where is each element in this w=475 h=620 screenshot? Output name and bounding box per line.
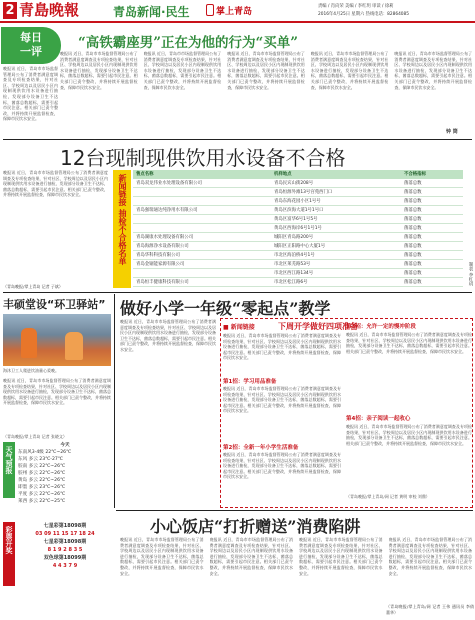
- story2-headline: 丰硕堂设“环卫驿站”: [3, 298, 106, 311]
- divider: [3, 139, 472, 140]
- editorial-author: 钟 筒: [446, 129, 458, 135]
- col-head-item: 不合格指标: [404, 172, 426, 177]
- table-row: [133, 269, 463, 278]
- link-body: 晚报讯 近日，青岛市市场监督管理局公布了消费者满意度调查及专项检查结果，针对社区、学校周边以及居民小区内现制现供饮用水设备进行抽检，发现部分设备卫生不达标，菌落总数超标，需要引起市民注意。相关部门已责令整改，并将持续开展监督检查，保障市民饮水安全。: [223, 333, 341, 361]
- cell-company: 青岛金锢能家源有限公司: [136, 262, 185, 267]
- weather-row: 即墨 多云 23℃~26℃: [18, 485, 66, 490]
- cell-company: 青岛海源净水设备有限公司: [136, 244, 189, 249]
- app-logo: [206, 3, 266, 17]
- cell-item: 菌落总数: [404, 208, 422, 213]
- cell-company: [133, 215, 271, 223]
- table-row: [133, 251, 463, 260]
- link-title: 下周开学做好四项准备: [278, 322, 358, 331]
- story2-body: 晚报讯 近日，青岛市市场监督管理局公布了消费者满意度调查及专项检查结果，针对社区、学校周边以及居民小区内现制现供饮用水设备进行抽检，发现部分设备卫生不达标，菌落总数超标，需要引起市民注意。相关部门已责令整改，并将持续开展监督检查，保障市民饮水安全。: [3, 378, 111, 406]
- editorial-col: 晚报讯 近日，青岛市市场监督管理局公布了消费者满意度调查及专项检查结果，针对社区、学校周边以及居民小区内现制现供饮用水设备进行抽检，发现部分设备卫生不达标，菌落总数超标，需要引起市民注意。相关部门已责令整改，并将持续开展监督检查，保障市民饮水安全。: [227, 51, 305, 90]
- table-row: [133, 206, 463, 215]
- story4-headline: 小心饭店“打折赠送”消费陷阱: [150, 517, 361, 536]
- col-head-name: 售点名称: [136, 172, 154, 177]
- cell-location: 青岛民宾山街208号: [274, 181, 314, 186]
- weather-label: 天气预报: [5, 446, 13, 474]
- table-side-note: 制表 李红玥: [468, 262, 473, 286]
- cell-location: 城阳区正阳路中心大厦1号: [274, 244, 326, 249]
- weather-sidebar: [3, 442, 15, 498]
- col-head-location: 机样地点: [274, 172, 292, 177]
- cell-item: 菌落总数: [404, 181, 422, 186]
- story1-body: 晚报讯 近日，青岛市市场监督管理局公布了消费者满意度调查及专项检查结果，针对社区、学校周边以及居民小区内现制现供饮用水设备进行抽检，发现部分设备卫生不达标，菌落总数超标，需要引起市民注意。相关部门已责令整改，并将持续开展监督检查，保障市民饮水安全。: [3, 170, 108, 198]
- editorial-col: 晚报讯 近日，青岛市市场监督管理局公布了消费者满意度调查及专项检查结果，针对社区、学校周边以及居民小区内现制现供饮用水设备进行抽检，发现部分设备卫生不达标，菌落总数超标，需要引起市民注意。相关部门已责令整改，并将持续开展监督检查，保障市民饮水安全。: [394, 51, 472, 90]
- cell-company: [133, 188, 271, 196]
- cell-location: 青岛东海花园小区1号号: [274, 199, 321, 204]
- section-title: 青岛新闻·民生: [113, 5, 190, 19]
- cell-company: 青岛恒丰健康科技有限公司: [136, 280, 189, 285]
- cell-item: 菌落总数: [404, 271, 422, 276]
- worker-figure: [65, 332, 83, 360]
- cell-item: 菌落总数: [404, 190, 422, 195]
- link-tab: [113, 170, 131, 288]
- page-number: 2: [3, 2, 17, 19]
- table-header: [133, 170, 463, 179]
- subhead: 第4招：亲子阅读一起收心: [346, 416, 411, 422]
- lottery-numbers: 4 4 3 7 9: [52, 563, 78, 569]
- story3-headline: 做好小学一年级“零起点”教学: [120, 299, 331, 318]
- link-tab-text: 新闻链接 抽检不合格名单: [118, 174, 127, 265]
- cell-item: 菌落总数: [404, 226, 422, 231]
- weather-row: 平度 多云 22℃~26℃: [18, 492, 66, 497]
- link-body: 晚报讯 近日，青岛市市场监督管理局公布了消费者满意度调查及专项检查结果，针对社区、学校周边以及居民小区内现制现供饮用水设备进行抽检，发现部分设备卫生不达标，菌落总数超标，需要引起市民注意。相关部门已责令整改，并将持续开展监督检查，保障市民饮水安全。: [346, 424, 472, 446]
- lottery-line: 双色球第18099期: [43, 555, 87, 561]
- lottery-box: [18, 522, 112, 598]
- divider: [3, 292, 472, 293]
- story3-credit: （青岛晚报/掌上青岛/网 记者 黄明 审校 刘鼎）: [346, 494, 430, 499]
- edit-credits: 责编 / 肖向荣 美编 / 李红玥 审读 / 徐莉: [318, 4, 394, 9]
- story2-credit: （青岛晚报/掌上青岛 记者 张晓文）: [3, 434, 67, 439]
- table-row: [133, 188, 463, 197]
- cell-location: 市北区海泊桥4号1号: [274, 253, 315, 258]
- cell-location: 市北区西江路134号: [274, 271, 314, 276]
- lottery-label: 彩票开奖: [5, 526, 13, 554]
- table-row: [133, 260, 463, 269]
- unqualified-table: [133, 170, 463, 288]
- cell-item: 菌落总数: [404, 280, 422, 285]
- link-box-border: [220, 318, 473, 508]
- date-line: 2016年4月25日 星期六 热线电话：82864085: [318, 12, 410, 17]
- lottery-numbers: 03 09 11 15 17 18 24: [35, 531, 95, 537]
- story4-columns: [120, 537, 472, 613]
- cell-item: 菌落总数: [404, 235, 422, 240]
- cell-company: 青岛湖康水处理设备有限公司: [136, 235, 194, 240]
- editorial-left-col: 晚报讯 近日，青岛市市场监督管理局公布了消费者满意度调查及专项检查结果，针对社区、学校周边以及居民小区内现制现供饮用水设备进行抽检，发现部分设备卫生不达标，菌落总数超标，需要引起市民注意。相关部门已责令整改，并将持续开展监督检查，保障市民饮水安全。: [3, 66, 58, 122]
- cell-company: [133, 224, 271, 232]
- link-label: ■ 新闻链接: [223, 324, 255, 331]
- cell-location: 市北区松江路6号: [274, 280, 308, 285]
- subhead: 第3招：允许一定的慢冲阶段: [346, 324, 416, 330]
- story4-col: 晚报讯 近日，青岛市市场监督管理局公布了消费者满意度调查及专项检查结果，针对社区、学校周边以及居民小区内现制现供饮用水设备进行抽检，发现部分设备卫生不达标，菌落总数超标，需要引起市民注意。相关部门已责令整改，并将持续开展监督检查，保障市民饮水安全。: [209, 537, 293, 576]
- cell-company: 青岛强瑞通达纯净用水有限公司: [136, 208, 198, 213]
- editorial-col: 晚报讯 近日，青岛市市场监督管理局公布了消费者满意度调查及专项检查结果，针对社区、学校周边以及居民小区内现制现供饮用水设备进行抽检，发现部分设备卫生不达标，菌落总数超标，需要引起市民注意。相关部门已责令整改，并将持续开展监督检查，保障市民饮水安全。: [143, 51, 222, 90]
- phone-icon: [206, 4, 214, 16]
- weather-row: 黄岛 多云 22℃~26℃: [18, 478, 66, 483]
- paper-name: 青島晚報: [19, 1, 80, 19]
- cell-location: 黄岛区滨海大道1号1号口: [274, 208, 324, 213]
- story3-body: 晚报讯 近日，青岛市市场监督管理局公布了消费者满意度调查及专项检查结果，针对社区、学校周边以及居民小区内现制现供饮用水设备进行抽检，发现部分设备卫生不达标，菌落总数超标，需要引起市民注意。相关部门已责令整改，并将持续开展监督检查，保障市民饮水安全。: [120, 319, 216, 352]
- table-row: [133, 179, 463, 188]
- editorial-tag: [1, 27, 61, 64]
- story4-col: 晚报讯 近日，青岛市市场监督管理局公布了消费者满意度调查及专项检查结果，针对社区、学校周边以及居民小区内现制现供饮用水设备进行抽检，发现部分设备卫生不达标，菌落总数超标，需要引起市民注意。相关部门已责令整改，并将持续开展监督检查，保障市民饮水安全。: [388, 537, 472, 576]
- divider: [116, 510, 473, 511]
- today-label: 今天: [60, 443, 70, 448]
- story4-col: 晚报讯 近日，青岛市市场监督管理局公布了消费者满意度调查及专项检查结果，针对社区、学校周边以及居民小区内现制现供饮用水设备进行抽检，发现部分设备卫生不达标，菌落总数超标，需要引起市民注意。相关部门已责令整改，并将持续开展监督检查，保障市民饮水安全。: [299, 537, 383, 576]
- worker-figure: [21, 328, 37, 358]
- cell-item: 菌落总数: [404, 217, 422, 222]
- cell-company: [133, 197, 271, 205]
- story4-credit: （青岛晚报/掌上青岛/网 记者 王伟 通讯员 李倩 董华）: [386, 604, 474, 615]
- today-wind: 东南风3-4级 22℃~26℃: [18, 450, 72, 455]
- table-row: [133, 233, 463, 242]
- weather-box: [18, 442, 112, 520]
- editorial-col: 晚报讯 近日，青岛市市场监督管理局公布了消费者满意度调查及专项检查结果，针对社区、学校周边以及居民小区内现制现供饮用水设备进行抽检，发现部分设备卫生不达标，菌落总数超标，需要引起市民注意。相关部门已责令整改，并将持续开展监督检查，保障市民饮水安全。: [310, 51, 389, 90]
- table-body: [133, 179, 463, 287]
- masthead: [0, 0, 475, 30]
- subhead: 第2招：全新一年小学生活准备: [223, 445, 299, 451]
- link-body: 晚报讯 近日，青岛市市场监督管理局公布了消费者满意度调查及专项检查结果，针对社区、学校周边以及居民小区内现制现供饮用水设备进行抽检，发现部分设备卫生不达标，菌落总数超标，需要引起市民注意。相关部门已责令整改，并将持续开展监督检查，保障市民饮水安全。: [346, 332, 472, 354]
- editorial-title: “高铁霸座男”正在为他的行为“买单”: [78, 35, 299, 51]
- cell-item: 菌落总数: [404, 244, 422, 249]
- table-row: [133, 215, 463, 224]
- lottery-numbers: 8 1 9 2 8 3 5: [47, 547, 83, 553]
- vertical-divider: [114, 294, 115, 508]
- link-body: 晚报讯 近日，青岛市市场监督管理局公布了消费者满意度调查及专项检查结果，针对社区、学校周边以及居民小区内现制现供饮用水设备进行抽检，发现部分设备卫生不达标，菌落总数超标，需要引起市民注意。相关部门已责令整改，并将持续开展监督检查，保障市民饮水安全。: [223, 452, 341, 480]
- story4-col: 晚报讯 近日，青岛市市场监督管理局公布了消费者满意度调查及专项检查结果，针对社区、学校周边以及居民小区内现制现供饮用水设备进行抽检，发现部分设备卫生不达标，菌落总数超标，需要引起市民注意。相关部门已责令整改，并将持续开展监督检查，保障市民饮水安全。: [120, 537, 204, 576]
- lottery-line: 七星彩第18098期: [43, 539, 87, 545]
- subhead: 第1招：学习用品准备: [223, 379, 277, 385]
- table-row: [133, 278, 463, 287]
- story1-credit: （青岛晚报/掌上青岛 记者 子斌）: [3, 284, 63, 289]
- tag-top: 每日: [20, 31, 42, 44]
- lottery-sidebar: [3, 522, 15, 586]
- cell-location: 黄岛区富华6号1号5号: [274, 217, 318, 222]
- app-name: 掌上青岛: [216, 6, 253, 17]
- table-row: [133, 224, 463, 233]
- cell-company: [133, 269, 271, 277]
- tag-bottom: 一评: [20, 45, 42, 58]
- weather-row: 胶州 多云 22℃~26℃: [18, 471, 66, 476]
- story2-photo: [3, 314, 111, 366]
- story1-headline: 12台现制现供饮用水设备不合格: [60, 146, 346, 170]
- cell-location: 黄岛区西海岸6号1号1号: [274, 226, 322, 231]
- cell-item: 菌落总数: [404, 199, 422, 204]
- photo-caption: 海沐卫工人爬进饮油量心爱晚。: [3, 368, 59, 373]
- table-row: [133, 242, 463, 251]
- masthead-rule: [0, 21, 475, 23]
- cell-company: 青岛华科科技有限公司: [136, 253, 180, 258]
- table-row: [133, 197, 463, 206]
- link-body: 晚报讯 近日，青岛市市场监督管理局公布了消费者满意度调查及专项检查结果，针对社区、学校周边以及居民小区内现制现供饮用水设备进行抽检，发现部分设备卫生不达标，菌落总数超标，需要引起市民注意。相关部门已责令整改，并将持续开展监督检查，保障市民饮水安全。: [223, 386, 341, 414]
- editorial-col: 晚报讯 近日，青岛市市场监督管理局公布了消费者满意度调查及专项检查结果，针对社区、学校周边以及居民小区内现制现供饮用水设备进行抽检，发现部分设备卫生不达标，菌落总数超标，需要引起市民注意。相关部门已责令整改，并将持续开展监督检查，保障市民饮水安全。: [60, 51, 138, 90]
- weather-row: 莱西 多云 22℃~25℃: [18, 499, 66, 504]
- cell-location: 城阳区青岛路200号: [274, 235, 314, 240]
- editorial-body: [60, 51, 472, 135]
- cell-location: 青岛恒源外滩13号宫苑西门口: [274, 190, 333, 195]
- cell-item: 菌落总数: [404, 262, 422, 267]
- weather-row: 胶南 多云 22℃~26℃: [18, 464, 66, 469]
- cell-item: 菌落总数: [404, 253, 422, 258]
- cell-company: 青岛双龙伟业水处理设备有限公司: [136, 181, 202, 186]
- lottery-line: 七星彩第18098期: [43, 523, 87, 529]
- cell-location: 市北区莱芜路53号: [274, 262, 311, 267]
- today-sky: 东风 多云 23℃-27℃: [18, 457, 63, 462]
